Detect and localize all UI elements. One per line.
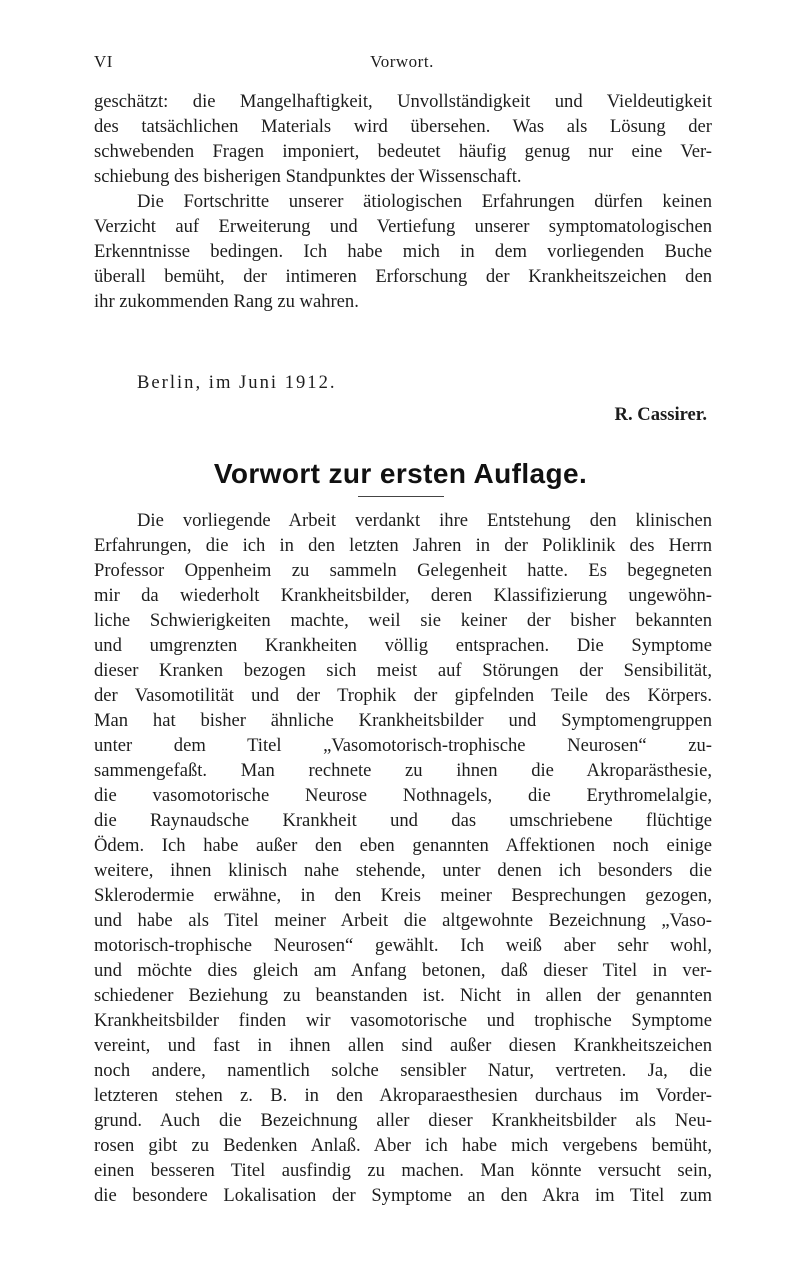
text-line: Die vorliegende Arbeit verdankt ihre Entstehung den klinischen — [137, 510, 712, 531]
heading-rule — [358, 496, 444, 497]
text-line: rosen gibt zu Bedenken Anlaß. Aber ich habe mich vergebens bemüht, — [94, 1135, 712, 1156]
running-title: Vorwort. — [370, 52, 434, 71]
text-line: die vasomotorische Neurose Nothnagels, die Erythromelalgie, — [94, 785, 712, 806]
text-line: Erfahrungen, die ich in den letzten Jahren in der Poliklinik des Herrn — [94, 535, 712, 556]
text-line: Sklerodermie erwähne, in den Kreis meiner Besprechungen gezogen, — [94, 885, 712, 906]
text-line: Die Fortschritte unserer ätiologischen Erfahrungen dürfen keinen — [137, 191, 712, 212]
author-signature: R. Cassirer. — [614, 404, 707, 425]
text-line: Man hat bisher ähnliche Krankheitsbilder und Symptomengruppen — [94, 710, 712, 731]
page-number: VI — [94, 52, 113, 71]
text-line: weitere, ihnen klinisch nahe stehende, unter denen ich besonders die — [94, 860, 712, 881]
text-line: der Vasomotilität und der Trophik der gipfelnden Teile des Körpers. — [94, 685, 712, 706]
text-line: ihr zukommenden Rang zu wahren. — [94, 291, 359, 312]
text-line: und umgrenzten Krankheiten völlig entsprachen. Die Symptome — [94, 635, 712, 656]
section-heading: Vorwort zur ersten Auflage. — [213, 458, 588, 489]
text-line: grund. Auch die Bezeichnung aller dieser Krankheitsbilder als Neu- — [94, 1110, 712, 1131]
text-line: und möchte dies gleich am Anfang betonen, daß dieser Titel in ver- — [94, 960, 712, 981]
text-line: Erkenntnisse bedingen. Ich habe mich in dem vorliegenden Buche — [94, 241, 712, 262]
text-line: Professor Oppenheim zu sammeln Gelegenheit hatte. Es begegneten — [94, 560, 712, 581]
running-head — [94, 52, 710, 76]
text-line: und habe als Titel meiner Arbeit die altgewohnte Bezeichnung „Vaso- — [94, 910, 712, 931]
text-line: sammengefaßt. Man rechnete zu ihnen die Akroparästhesie, — [94, 760, 712, 781]
text-line: schwebenden Fragen imponiert, bedeutet häufig genug nur eine Ver- — [94, 141, 712, 162]
text-line: dieser Kranken bezogen sich meist auf Störungen der Sensibilität, — [94, 660, 712, 681]
text-line: die besondere Lokalisation der Symptome an den Akra im Titel zum — [94, 1185, 712, 1206]
text-line: des tatsächlichen Materials wird übersehen. Was als Lösung der — [94, 116, 712, 137]
text-line: einen besseren Titel ausfindig zu machen. Man könnte versucht sein, — [94, 1160, 712, 1181]
text-line: letzteren stehen z. B. in den Akroparaesthesien durchaus im Vorder- — [94, 1085, 712, 1106]
text-line: Krankheitsbilder finden wir vasomotorische und trophische Symptome — [94, 1010, 712, 1031]
text-line: überall bemüht, der intimeren Erforschung der Krankheitszeichen den — [94, 266, 712, 287]
text-line: motorisch-trophische Neurosen“ gewählt. Ich weiß aber sehr wohl, — [94, 935, 712, 956]
text-line: noch andere, namentlich solche sensibler Natur, vertreten. Ja, die — [94, 1060, 712, 1081]
text-line: unter dem Titel „Vasomotorisch-trophische Neurosen“ zu- — [94, 735, 712, 756]
text-line: geschätzt: die Mangelhaftigkeit, Unvollständigkeit und Vieldeutigkeit — [94, 91, 712, 112]
text-line: Ödem. Ich habe außer den eben genannten Affektionen noch einige — [94, 835, 712, 856]
text-line: liche Schwierigkeiten machte, weil sie keiner der bisher bekannten — [94, 610, 712, 631]
text-line: Verzicht auf Erweiterung und Vertiefung unserer symptomatologischen — [94, 216, 712, 237]
place-date: Berlin, im Juni 1912. — [137, 372, 337, 393]
text-line: vereint, und fast in ihnen allen sind außer diesen Krankheitszeichen — [94, 1035, 712, 1056]
text-line: mir da wiederholt Krankheitsbilder, deren Klassifizierung ungewöhn- — [94, 585, 712, 606]
text-line: schiebung des bisherigen Standpunktes der Wissenschaft. — [94, 166, 522, 187]
text-line: die Raynaudsche Krankheit und das umschriebene flüchtige — [94, 810, 712, 831]
text-line: schiedener Beziehung zu beanstanden ist. Nicht in allen der genannten — [94, 985, 712, 1006]
